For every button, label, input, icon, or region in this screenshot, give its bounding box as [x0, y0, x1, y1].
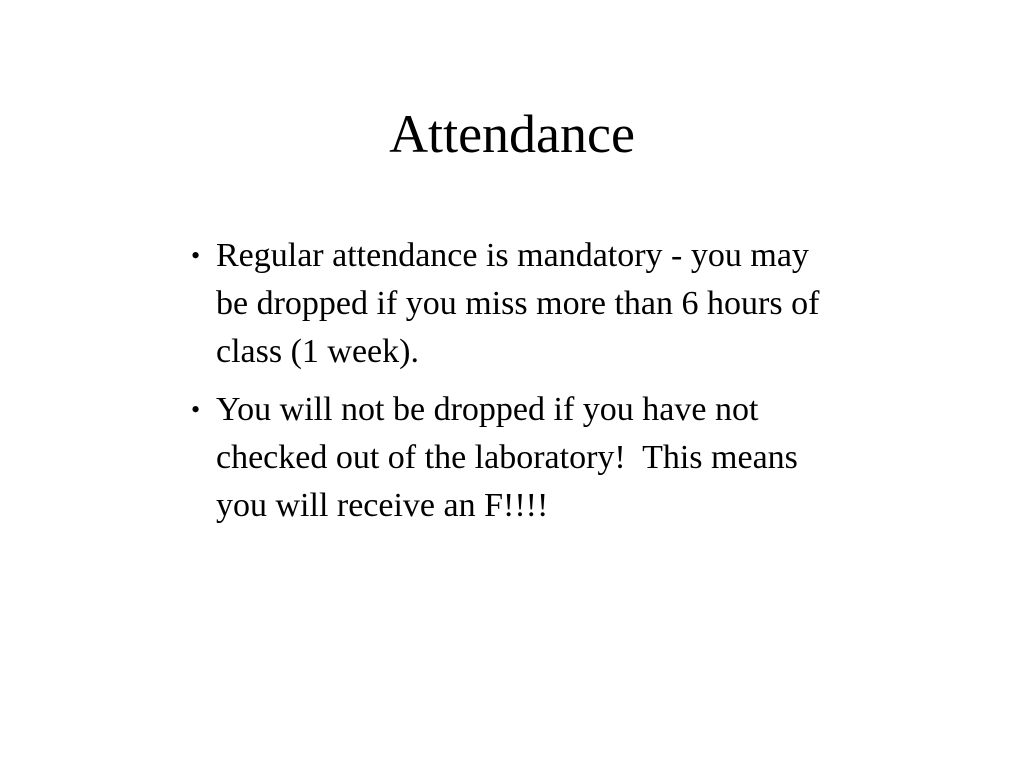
bullet-text-line: be dropped if you miss more than 6 hours of — [216, 285, 820, 322]
bullet-text-line: checked out of the laboratory! This means — [216, 439, 798, 476]
bullet-text-line: class (1 week). — [216, 333, 419, 370]
bullet-text-line: you will receive an F!!!! — [216, 487, 549, 524]
bullet-item-attendance-mandatory — [190, 232, 950, 376]
bullet-text-line: You will not be dropped if you have not — [216, 391, 759, 428]
slide-title: Attendance — [389, 104, 635, 164]
bullet-text-line: Regular attendance is mandatory - you may — [216, 237, 809, 274]
bullet-item-lab-checkout — [190, 386, 950, 530]
bullet-dot-icon: • — [191, 241, 201, 270]
bullet-list — [190, 232, 950, 540]
bullet-dot-icon: • — [191, 395, 201, 424]
